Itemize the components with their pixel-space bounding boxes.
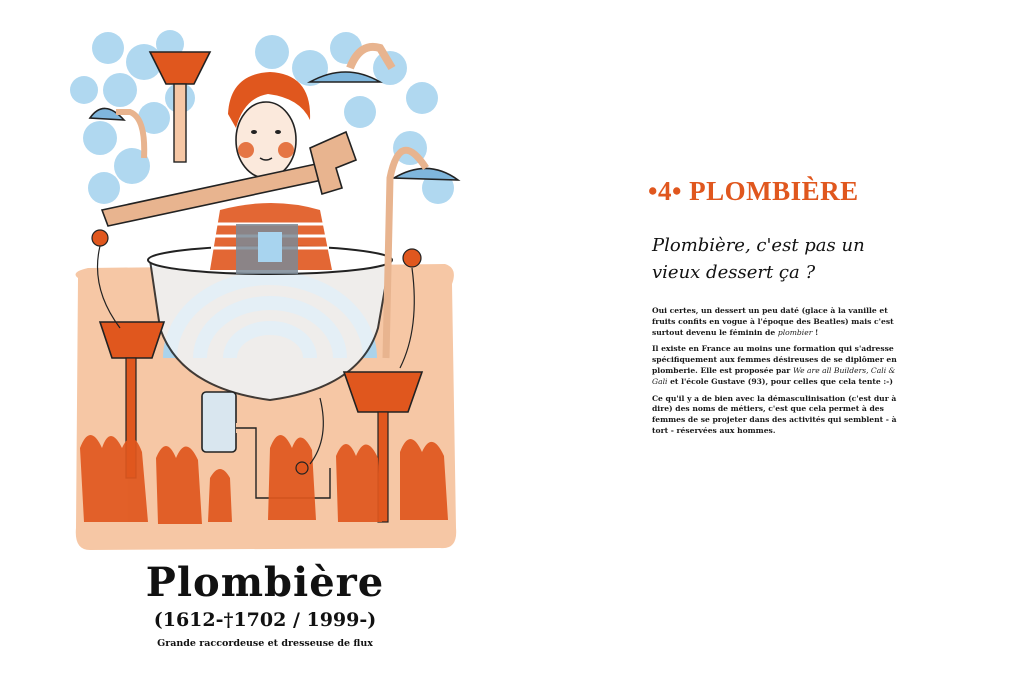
- portrait-caption: [120, 560, 410, 649]
- paragraph-1-text: Oui certes, un dessert un peu daté (glace à la vanille et fruits confits en vogue à l'époque des Beatles) mais c'est surtout devenu le féminin de: [652, 306, 894, 337]
- portrait-title: Plombière: [145, 559, 385, 606]
- paragraph-2-end: et l'école Gustave (93), pour celles que cela tente :-): [667, 376, 893, 386]
- body-text: [652, 306, 904, 443]
- portrait-dates: (1612-†1702 / 1999-): [153, 609, 377, 631]
- plumber-illustration: [60, 28, 465, 558]
- paragraph-1-italic: plombier: [777, 327, 813, 337]
- question-heading: [652, 232, 902, 286]
- paragraph-2-italic: We are all Builders, Cali & Gali: [652, 365, 896, 386]
- question-line-1: Plombière, c'est pas un: [652, 235, 865, 256]
- chapter-heading: •4• PLOMBIÈRE: [648, 176, 859, 206]
- paragraph-2: [652, 344, 904, 387]
- paragraph-3: Ce qu'il y a de bien avec la démasculinisation (c'est dur à dire) des noms de métiers, c'est que cela permet à des femmes de se projeter dans des activités qui semblent - à tort - réservées aux hommes.: [652, 393, 897, 435]
- question-line-2: vieux dessert ça ?: [652, 262, 816, 283]
- paragraph-1-end: !: [812, 327, 819, 337]
- portrait-subtitle: Grande raccordeuse et dresseuse de flux: [157, 638, 373, 649]
- paragraph-1: [652, 306, 904, 338]
- paragraph-2-text: Il existe en France au moins une formation qui s'adresse spécifiquement aux femmes désireuses de se diplômer en plomberie. Elle est proposée par: [652, 344, 897, 375]
